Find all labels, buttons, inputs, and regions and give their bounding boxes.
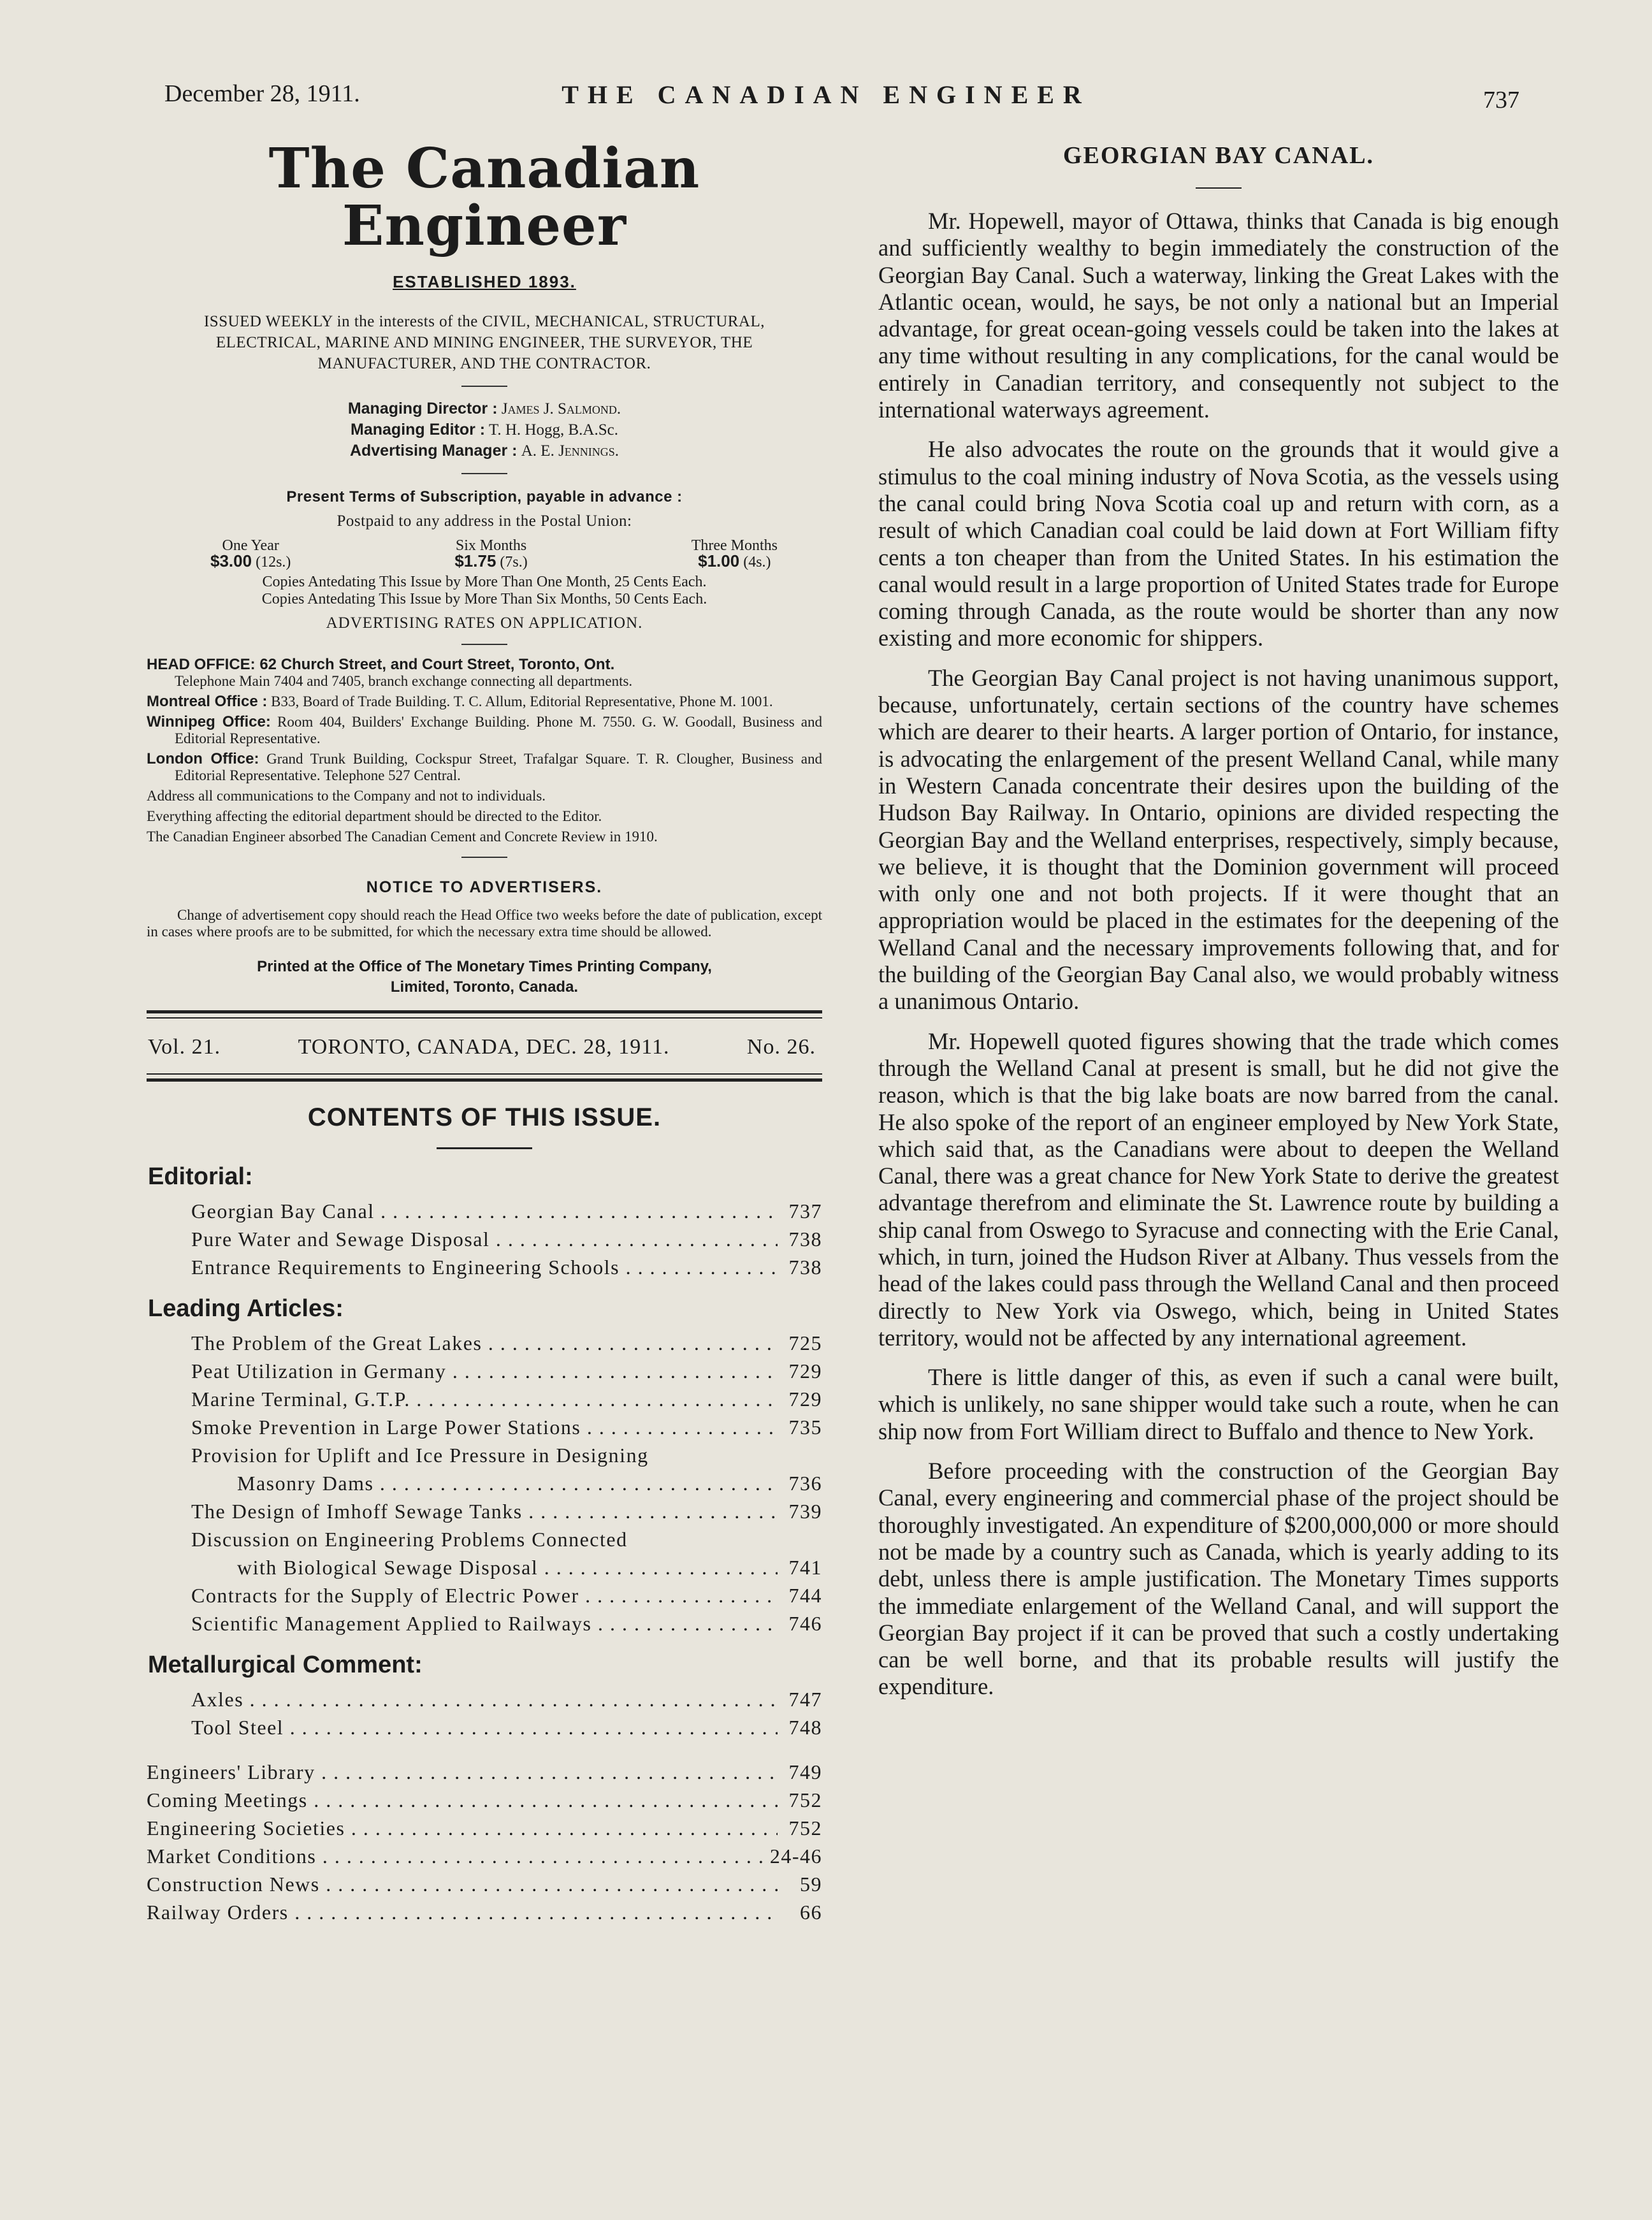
toc-item[interactable] <box>147 1253 822 1281</box>
office-label: HEAD OFFICE: 62 Church Street, and Court Street, Toronto, Ont. <box>147 655 615 673</box>
staff-role: Managing Editor : <box>351 420 486 439</box>
toc-title: Contracts for the Supply of Electric Power . . . <box>191 1581 778 1609</box>
notice-text: Change of advertisement copy should reach the Head Office two weeks before the date of publication, except in cases where proofs are to be submitted, for which the necessary extra time should be allowed. <box>147 906 822 940</box>
toc-page: 752 <box>788 1788 822 1811</box>
header-journal-title: THE CANADIAN ENGINEER <box>562 80 1090 109</box>
toc-item[interactable] <box>147 1497 822 1525</box>
toc-page: 741 <box>788 1555 822 1579</box>
divider <box>461 386 507 387</box>
divider <box>461 473 507 474</box>
office-label: Winnipeg Office: <box>147 713 271 730</box>
issue-place-date: TORONTO, CANADA, DEC. 28, 1911. <box>298 1034 670 1059</box>
leading-articles-heading: Leading Articles: <box>148 1295 344 1322</box>
toc-title: Smoke Prevention in Large Power Stations . . . <box>191 1413 778 1441</box>
article-paragraph: He also advocates the route on the grounds that it would give a stimulus to the coal mining industry of Nova Scotia, as the vessels using the canal could bring Nova Scotia coal up and return with corn, as a result of which Canadian coal could be laid down at Fort William fifty cents a ton cheaper than from the United States. In his estimation the canal would result in a large proportion of United States trade for Europe coming through Canada, as the route would be shorter than any now existing and more economic for shippers. <box>878 436 1559 651</box>
toc-item[interactable] <box>147 1581 822 1609</box>
price-table <box>147 538 822 570</box>
price-value: $1.00 <box>698 551 740 570</box>
toc-title: Scientific Management Applied to Railways . . . <box>191 1609 778 1637</box>
departments-list <box>147 1758 822 1926</box>
staff-role: Managing Director : <box>347 399 498 417</box>
toc-item[interactable] <box>147 1758 822 1786</box>
toc-item[interactable] <box>147 1609 822 1637</box>
volume-number: Vol. 21. <box>148 1034 221 1059</box>
article-paragraph: Mr. Hopewell quoted figures showing that the trade which comes through the Welland Canal at present is small, but he did not give the reason, which is that the big lake boats are now barred from the canal. He also spoke of the report of an engineer employed by New York State, which said that, as the Canadians were about to deepen the Welland Canal, there was a great chance for New York State to derive the greatest advantage therefrom and eliminate the St. Lawrence route by building a ship canal from Oswego to Syracuse and connecting with the Erie Canal, which, in turn, joined the Hudson River at Albany. Thus vessels from the head of the lakes could pass through the Welland Canal and then proceed directly to New York via Oswego, which, being in United States territory, would not be affected by any international agreement. <box>878 1027 1559 1351</box>
page-number: 737 <box>1483 87 1519 113</box>
office-text: B33, Board of Trade Building. T. C. Allum, Editorial Representative, Phone M. 1001. <box>271 693 773 709</box>
staff-name: A. E. Jennings. <box>521 442 620 460</box>
staff-row <box>147 398 822 419</box>
leading-articles-list <box>147 1329 822 1637</box>
subscription-heading: Present Terms of Subscription, payable in advance : <box>286 488 683 505</box>
price-sterling: (7s.) <box>500 553 528 570</box>
copies-one-month: Copies Antedating This Issue by More Than One Month, 25 Cents Each. <box>262 573 707 590</box>
divider <box>437 1147 532 1149</box>
header-date: December 28, 1911. <box>164 80 360 107</box>
price-term: Three Months <box>691 537 778 554</box>
metallurgical-heading: Metallurgical Comment: <box>148 1651 423 1678</box>
toc-page: 59 <box>800 1872 822 1896</box>
toc-item[interactable] <box>147 1786 822 1814</box>
printer-imprint <box>147 957 822 998</box>
address-note: Address all communications to the Company and not to individuals. <box>147 787 546 804</box>
price-value: $1.75 <box>454 551 496 570</box>
toc-item[interactable] <box>147 1357 822 1385</box>
absorbed-note: The Canadian Engineer absorbed The Canadian Cement and Concrete Review in 1910. <box>147 828 658 845</box>
toc-page: 738 <box>788 1255 822 1279</box>
toc-item[interactable] <box>147 1842 822 1870</box>
double-rule <box>147 1010 822 1019</box>
postpaid-line: Postpaid to any address in the Postal Union: <box>337 512 632 530</box>
staff-list <box>147 398 822 461</box>
right-column <box>878 140 1559 1713</box>
editorial-heading: Editorial: <box>148 1163 253 1190</box>
staff-role: Advertising Manager : <box>349 441 518 460</box>
editorial-list <box>147 1197 822 1281</box>
toc-page: 746 <box>788 1611 822 1635</box>
toc-page: 729 <box>788 1359 822 1382</box>
toc-page: 729 <box>788 1387 822 1411</box>
toc-title: Engineers' Library . . . <box>147 1758 778 1786</box>
staff-name: James J. Salmond. <box>501 400 621 417</box>
toc-title: Engineering Societies . . . <box>147 1814 778 1842</box>
toc-page: 725 <box>788 1331 822 1354</box>
toc-item[interactable] <box>147 1685 822 1713</box>
divider <box>1196 187 1242 189</box>
copies-six-months: Copies Antedating This Issue by More Than Six Months, 50 Cents Each. <box>261 590 707 607</box>
toc-title: Railway Orders . . . <box>147 1898 778 1926</box>
winnipeg-office <box>147 714 822 747</box>
office-text: Grand Trunk Building, Cockspur Street, Trafalgar Square. T. R. Clougher, Business and Editorial Representative. Telephone 527 Central. <box>175 750 822 783</box>
issued-statement: ISSUED WEEKLY in the interests of the CIVIL, MECHANICAL, STRUCTURAL, ELECTRICAL, MARINE AND MINING ENGINEER, THE SURVEYOR, THE MANUFACTURER, AND THE CONTRACTOR. <box>203 312 765 372</box>
divider <box>461 644 507 645</box>
toc-page: 752 <box>788 1816 822 1839</box>
printer-line: Printed at the Office of The Monetary Times Printing Company, <box>257 957 712 975</box>
office-text: Room 404, Builders' Exchange Building. Phone M. 7550. G. W. Goodall, Business and Editorial Representative. <box>175 713 823 746</box>
toc-item[interactable] <box>147 1225 822 1253</box>
price-term: Six Months <box>455 537 527 554</box>
price-value: $3.00 <box>210 551 252 570</box>
editorial-note: Everything affecting the editorial department should be directed to the Editor. <box>147 808 602 824</box>
toc-title: Coming Meetings . . . <box>147 1786 778 1814</box>
advertising-rates: ADVERTISING RATES ON APPLICATION. <box>326 614 643 632</box>
article-body <box>878 208 1559 1701</box>
toc-title: Construction News . . . <box>147 1870 778 1898</box>
toc-title: Marine Terminal, G.T.P. . . . <box>191 1385 778 1413</box>
toc-title-continued: with Biological Sewage Disposal . . . <box>237 1553 778 1581</box>
issue-number: No. 26. <box>746 1034 816 1059</box>
toc-title-continued: Masonry Dams . . . <box>237 1469 778 1497</box>
double-rule <box>147 1073 822 1082</box>
price-term: One Year <box>222 537 279 554</box>
toc-title: Discussion on Engineering Problems Connected <box>191 1527 628 1551</box>
toc-title: Entrance Requirements to Engineering Schools . . . <box>191 1253 778 1281</box>
head-office <box>147 657 822 690</box>
toc-item[interactable] <box>147 1441 822 1497</box>
price-six-months <box>454 538 527 570</box>
toc-title: The Problem of the Great Lakes . . . <box>191 1329 778 1357</box>
toc-item[interactable] <box>147 1898 822 1926</box>
toc-page: 739 <box>788 1499 822 1523</box>
article-title: GEORGIAN BAY CANAL. <box>1062 142 1375 169</box>
article-paragraph: Before proceeding with the construction of the Georgian Bay Canal, every engineering and commercial phase of the project should be thoroughly investigated. An expenditure of $200,000,000 or more should not be made by a country such as Canada, which is yearly adding to its debt, unless there is ample justification. The Monetary Times supports the immediate enlargement of the Welland Canal, and will support the Georgian Bay project if it can be proved that such a costly undertaking can be well borne, and that its probable results will justify the expenditure. <box>878 1458 1559 1700</box>
toc-title: Tool Steel . . . <box>191 1713 778 1741</box>
left-column <box>147 136 823 1926</box>
toc-title: Axles . . . <box>191 1685 778 1713</box>
price-sterling: (12s.) <box>256 553 291 570</box>
toc-item[interactable] <box>147 1525 822 1581</box>
staff-row <box>147 419 822 440</box>
established-line: ESTABLISHED 1893. <box>393 272 576 291</box>
toc-item[interactable] <box>147 1713 822 1741</box>
toc-page: 744 <box>788 1583 822 1607</box>
notice-heading: NOTICE TO ADVERTISERS. <box>366 878 603 896</box>
volume-line <box>147 1019 822 1073</box>
toc-page: 737 <box>788 1199 822 1222</box>
staff-name: T. H. Hogg, B.A.Sc. <box>488 421 618 439</box>
toc-page: 747 <box>788 1687 822 1711</box>
toc-title: Provision for Uplift and Ice Pressure in Designing <box>191 1443 649 1467</box>
toc-item[interactable] <box>147 1197 822 1225</box>
staff-row <box>147 440 822 461</box>
article-paragraph: The Georgian Bay Canal project is not having unanimous support, because, unfortunately, certain sections of the country have schemes which are dearer to their hearts. A larger portion of Ontario, for instance, is advocating the enlargement of the present Welland Canal, while many in Western Canada concentrate their desires upon the building of the Hudson Bay Railway. In Ontario, opinions are divided respecting the Georgian Bay and the Welland enterprises, respectively, simply because, we believe, it is thought that the Dominion government will proceed with only one and not both projects. If it were thought that an appropriation would be placed in the estimates for the deepening of the Welland Canal and the necessary improvements following that, and for the building of the Georgian Bay Canal also, we would probably witness a unanimous Ontario. <box>878 664 1559 1015</box>
office-label: London Office: <box>147 750 259 767</box>
toc-page: 66 <box>800 1900 822 1924</box>
toc-title: Market Conditions . . . <box>147 1842 765 1870</box>
running-head <box>0 80 1652 118</box>
toc-page: 736 <box>788 1471 822 1495</box>
toc-page: 738 <box>788 1227 822 1251</box>
toc-page: 24-46 <box>769 1844 822 1868</box>
divider <box>461 857 507 858</box>
london-office <box>147 751 822 784</box>
toc-item[interactable] <box>147 1413 822 1441</box>
toc-item[interactable] <box>147 1329 822 1357</box>
toc-page: 735 <box>788 1415 822 1439</box>
office-text: Telephone Main 7404 and 7405, branch exchange connecting all departments. <box>175 672 633 689</box>
article-paragraph: Mr. Hopewell, mayor of Ottawa, thinks that Canada is big enough and sufficiently wealthy to begin immediately the construction of the Georgian Bay Canal. Such a waterway, linking the Great Lakes with the Atlantic ocean, would, he says, be not only a national but an Imperial advantage, for great ocean-going vessels could be taken into the lakes at any time without resulting in any complications, for the canal would be entirely in Canadian territory, and consequently not subject to the international waterways agreement. <box>878 208 1559 423</box>
article-paragraph: There is little danger of this, as even if such a canal were built, which is unlikely, no sane shipper would take such a route, when he can ship now from Fort William direct to Buffalo and thence to New York. <box>878 1364 1559 1444</box>
toc-item[interactable] <box>147 1385 822 1413</box>
back-copies-note <box>147 574 822 608</box>
toc-item[interactable] <box>147 1870 822 1898</box>
toc-page: 749 <box>788 1760 822 1783</box>
toc-title: Pure Water and Sewage Disposal . . . <box>191 1225 778 1253</box>
office-label: Montreal Office : <box>147 692 268 710</box>
price-one-year <box>210 538 291 570</box>
price-sterling: (4s.) <box>743 553 771 570</box>
printer-line: Limited, Toronto, Canada. <box>390 978 579 996</box>
toc-title: The Design of Imhoff Sewage Tanks . . . <box>191 1497 778 1525</box>
metallurgical-list <box>147 1685 822 1741</box>
toc-title: Peat Utilization in Germany . . . <box>191 1357 778 1385</box>
toc-page: 748 <box>788 1715 822 1739</box>
contents-heading: CONTENTS OF THIS ISSUE. <box>307 1103 662 1131</box>
masthead-title: The Canadian Engineer <box>268 136 700 259</box>
toc-item[interactable] <box>147 1814 822 1842</box>
montreal-office <box>147 693 822 710</box>
toc-title: Georgian Bay Canal . . . <box>191 1197 778 1225</box>
price-three-months <box>692 538 778 570</box>
